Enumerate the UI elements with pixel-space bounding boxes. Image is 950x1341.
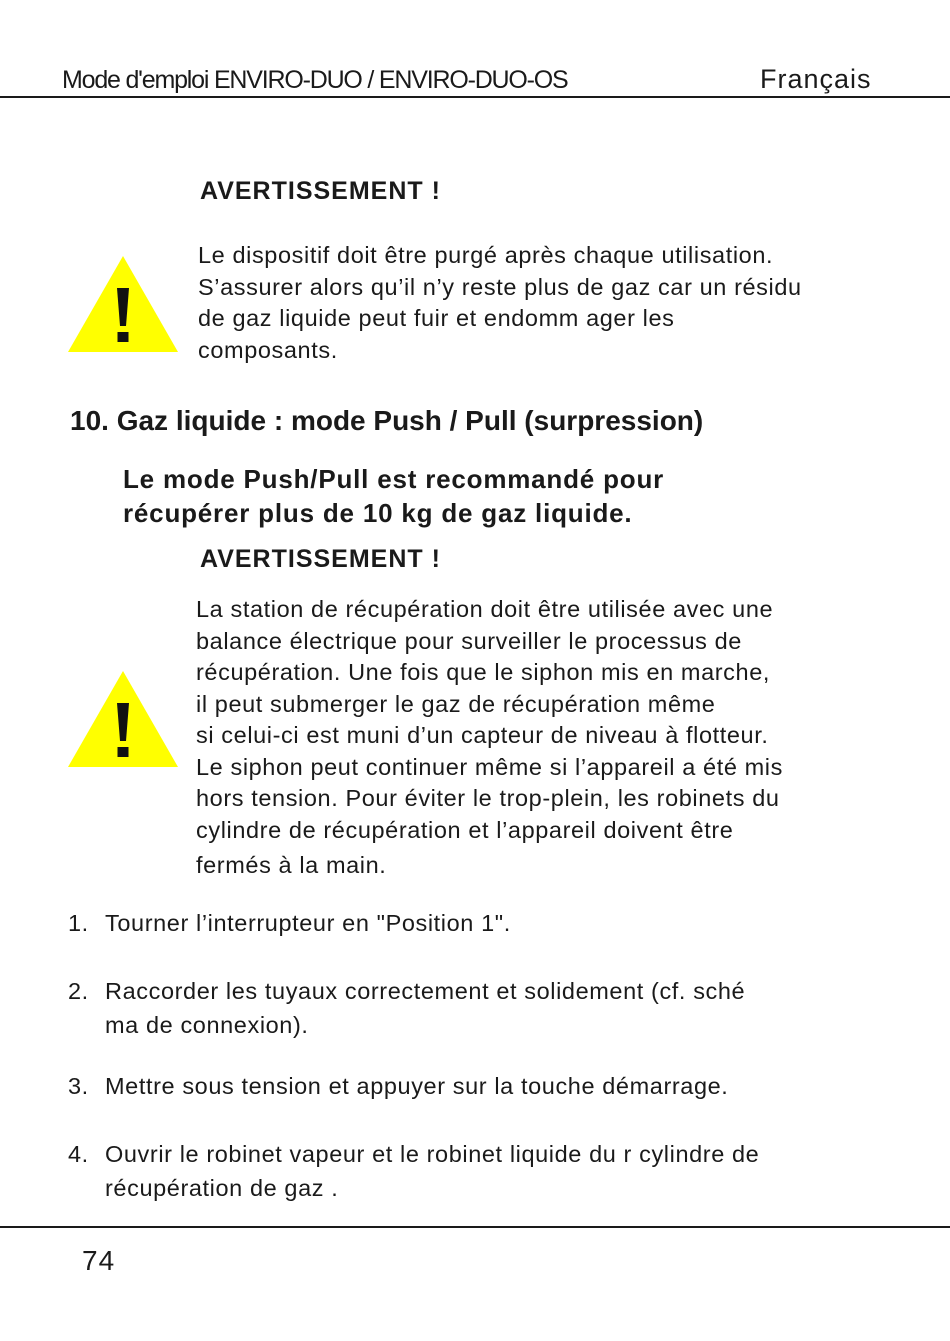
warning-line: si celui-ci est muni d’un capteur de niveau à flotteur. <box>196 722 769 748</box>
warning-line: fermés à la main. <box>196 852 387 878</box>
warning-title: AVERTISSEMENT ! <box>200 545 441 573</box>
warning-line: récupération. Une fois que le siphon mis en marche, <box>196 659 771 685</box>
step-text-continued: ma de connexion). <box>105 1012 309 1038</box>
list-item <box>68 974 745 1042</box>
warning-text <box>196 594 783 882</box>
step-text-continued: récupération de gaz . <box>105 1175 339 1201</box>
warning-line: La station de récupération doit être utilisée avec une <box>196 596 774 622</box>
lead-line: Le mode Push/Pull est recommandé pour <box>123 464 665 494</box>
warning-line: de gaz liquide peut fuir et endomm ager les <box>198 305 675 331</box>
warning-line: S’assurer alors qu’il n’y reste plus de gaz car un résidu <box>198 273 802 300</box>
header-divider <box>0 96 950 98</box>
list-item <box>68 1137 759 1205</box>
warning-triangle-icon <box>66 254 180 354</box>
warning-text <box>198 240 802 366</box>
language-label: Français <box>760 64 872 94</box>
list-item <box>68 906 511 940</box>
warning-line: cylindre de récupération et l’appareil doivent être <box>196 816 734 843</box>
warning-line: Le dispositif doit être purgé après chaque utilisation. <box>198 242 774 268</box>
section-lead <box>123 462 664 530</box>
step-text: Ouvrir le robinet vapeur et le robinet liquide du r cylindre de <box>105 1141 760 1167</box>
manual-title: Mode d'emploi ENVIRO-DUO / ENVIRO-DUO-OS <box>62 66 568 94</box>
step-number: 2. <box>68 978 89 1004</box>
warning-line: il peut submerger le gaz de récupération même <box>196 690 716 717</box>
warning-line: balance électrique pour surveiller le processus de <box>196 627 742 654</box>
page-number: 74 <box>82 1245 116 1276</box>
step-text: Raccorder les tuyaux correctement et solidement (cf. sché <box>105 978 746 1004</box>
step-number: 3. <box>68 1073 89 1099</box>
footer-divider <box>0 1226 950 1228</box>
warning-line: Le siphon peut continuer même si l’appareil a été mis <box>196 753 783 780</box>
step-text: Tourner l’interrupteur en "Position 1". <box>105 910 511 936</box>
section-heading: 10. Gaz liquide : mode Push / Pull (surpression) <box>70 405 704 436</box>
step-number: 1. <box>68 910 89 936</box>
step-text: Mettre sous tension et appuyer sur la touche démarrage. <box>105 1073 729 1099</box>
warning-line: composants. <box>198 336 338 363</box>
warning-triangle-icon <box>66 669 180 769</box>
step-number: 4. <box>68 1141 89 1167</box>
lead-line: récupérer plus de 10 kg de gaz liquide. <box>123 498 633 528</box>
warning-title: AVERTISSEMENT ! <box>200 177 441 205</box>
list-item <box>68 1069 728 1103</box>
warning-line: hors tension. Pour éviter le trop-plein, les robinets du <box>196 785 780 811</box>
